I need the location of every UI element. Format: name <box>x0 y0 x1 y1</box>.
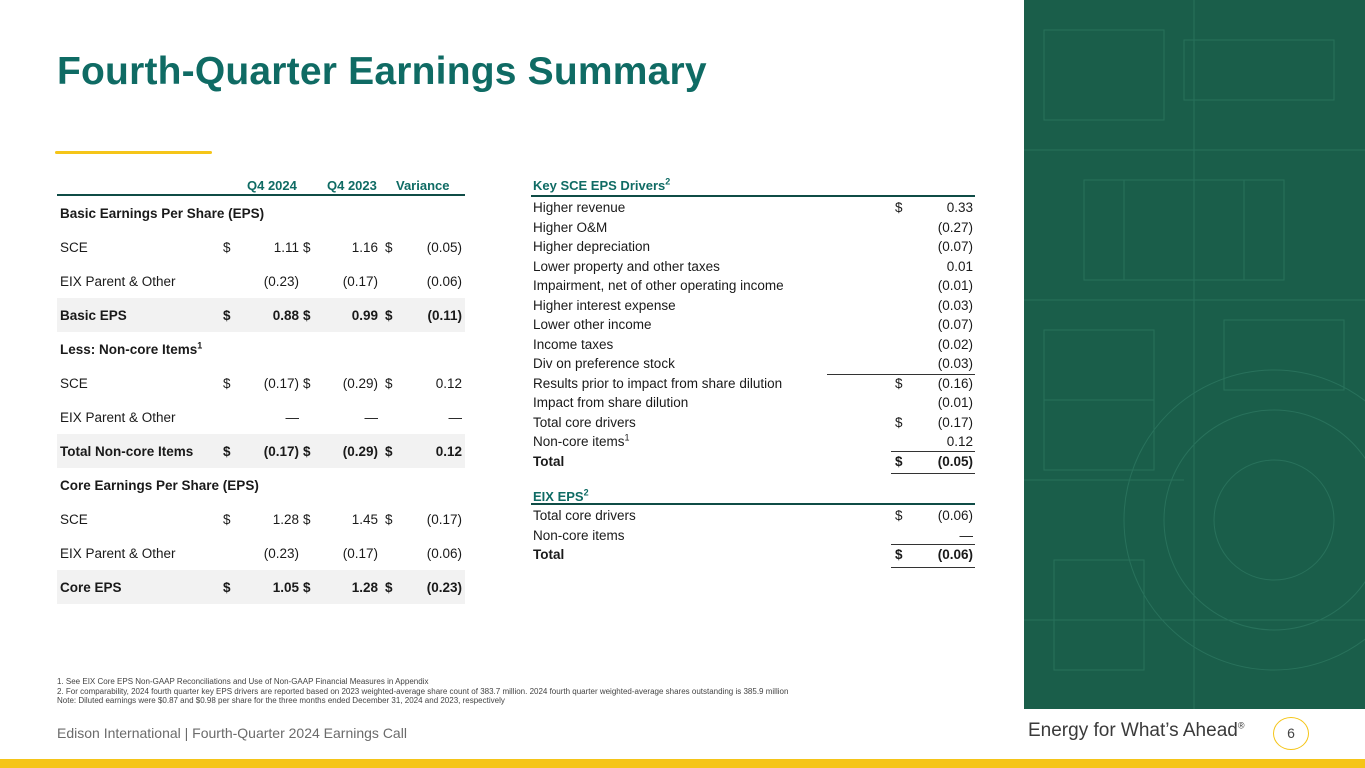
sce-driver-label-text: Impairment, net of other operating income <box>533 278 784 293</box>
page-title: Fourth-Quarter Earnings Summary <box>57 50 707 93</box>
dollar-sign: $ <box>223 512 231 527</box>
eps-row-label-text: SCE <box>60 376 88 391</box>
sce-driver-value: (0.16) <box>937 375 973 391</box>
eps-q4-2024-value: 1.28 <box>272 512 299 527</box>
dollar-sign: $ <box>385 376 393 391</box>
dollar-sign: $ <box>895 414 903 430</box>
eps-variance-value: (0.11) <box>427 308 462 323</box>
eps-summary-table <box>57 172 465 604</box>
dollar-sign: $ <box>223 444 231 459</box>
sce-driver-label-text: Impact from share dilution <box>533 395 689 410</box>
sce-driver-value: (0.07) <box>937 317 973 332</box>
eps-table-header <box>57 172 465 196</box>
sce-driver-value: (0.05) <box>937 453 973 469</box>
sce-driver-value: 0.12 <box>946 434 973 449</box>
eps-row <box>57 400 465 434</box>
eps-variance-value: (0.05) <box>426 240 462 255</box>
dollar-sign: $ <box>303 512 311 527</box>
eps-variance-value: (0.23) <box>426 580 462 595</box>
sce-eps-drivers-table <box>531 172 975 471</box>
page-number: 6 <box>1273 717 1309 750</box>
eps-row-label <box>60 274 176 289</box>
dollar-sign: $ <box>385 308 393 323</box>
sce-driver-label-text: Higher depreciation <box>533 239 651 254</box>
eps-row-label-text: SCE <box>60 512 88 527</box>
eps-row-label-text: EIX Parent & Other <box>60 274 176 289</box>
eps-row-label-text: Basic EPS <box>60 308 127 323</box>
sce-driver-value: 0.33 <box>946 200 973 215</box>
sce-driver-value: (0.03) <box>937 297 973 313</box>
sce-drivers-header <box>531 172 975 197</box>
eix-eps-row <box>531 506 975 526</box>
eps-q4-2024-value: (0.17) <box>263 376 299 391</box>
eps-row-label-text: EIX Parent & Other <box>60 410 176 425</box>
eps-row-label <box>60 444 193 459</box>
sce-driver-label-text: Non-core items <box>533 434 625 449</box>
eps-q4-2024-value: (0.23) <box>263 274 299 289</box>
sce-driver-row-label <box>533 434 630 449</box>
sce-driver-row-label <box>533 454 564 469</box>
eps-row <box>57 468 465 502</box>
sce-driver-row <box>531 432 975 452</box>
eps-row-label <box>60 308 127 323</box>
sce-driver-row-label <box>533 356 675 371</box>
sce-driver-row-label <box>533 239 650 254</box>
sce-drivers-title: Key SCE EPS Drivers$^2$ <box>533 176 671 193</box>
sce-driver-row <box>531 257 975 277</box>
eps-q4-2023-value: 1.16 <box>351 240 378 255</box>
sce-driver-label-text: Total <box>533 453 565 469</box>
footnote-marker: 1 <box>624 432 630 443</box>
eps-q4-2024-value: 1.05 <box>272 580 299 595</box>
eps-row <box>57 434 465 468</box>
eps-row-label-text: Less: Non-core Items <box>60 342 198 357</box>
eix-eps-row-label <box>533 508 636 523</box>
sce-driver-row <box>531 198 975 218</box>
dollar-sign: $ <box>895 508 903 523</box>
eps-row-label <box>60 240 88 255</box>
sce-driver-row <box>531 452 975 472</box>
eps-row <box>57 298 465 332</box>
dollar-sign: $ <box>385 512 393 527</box>
sce-driver-row-label <box>533 278 784 293</box>
dollar-sign: $ <box>223 240 231 255</box>
sce-driver-row-label <box>533 259 720 274</box>
sce-driver-value: (0.01) <box>937 278 973 293</box>
footnote-1: 1. See EIX Core EPS Non-GAAP Reconciliations and Use of Non-GAAP Financial Measures in Appendix <box>57 677 429 686</box>
eps-row-label <box>60 342 202 357</box>
eps-row-label <box>60 410 176 425</box>
eps-row-label <box>60 546 176 561</box>
eps-q4-2023-value: — <box>364 410 378 425</box>
decorative-blueprint-panel <box>1024 0 1365 709</box>
sce-driver-row <box>531 335 975 355</box>
eps-row-label-text: EIX Parent & Other <box>60 546 176 561</box>
dollar-sign: $ <box>895 547 903 562</box>
dollar-sign: $ <box>895 200 903 215</box>
eix-eps-row <box>531 545 975 565</box>
sce-driver-row <box>531 276 975 296</box>
dollar-sign: $ <box>303 308 311 323</box>
dollar-sign: $ <box>303 444 311 459</box>
header-q4-2023: Q4 2023 <box>327 178 377 193</box>
sce-driver-row-label <box>533 317 652 332</box>
sce-driver-row-label <box>533 220 607 235</box>
sce-driver-row-label <box>533 395 688 410</box>
sce-driver-row-label <box>533 376 782 391</box>
eps-variance-value: — <box>448 410 462 425</box>
eps-row <box>57 536 465 570</box>
footnote-marker: 1 <box>197 340 203 351</box>
eps-row-label-text: Core EPS <box>60 580 122 595</box>
eps-row <box>57 264 465 298</box>
eix-eps-label-text: Total core drivers <box>533 508 636 523</box>
eix-eps-row <box>531 526 975 546</box>
header-q4-2024: Q4 2024 <box>247 178 297 193</box>
dollar-sign: $ <box>895 375 903 391</box>
eix-eps-header <box>531 483 975 505</box>
dollar-sign: $ <box>385 580 393 595</box>
eps-row-label <box>60 512 88 527</box>
eix-eps-row-label <box>533 528 625 543</box>
eix-eps-label-text: Non-core items <box>533 527 625 543</box>
sce-driver-value: (0.07) <box>937 239 973 254</box>
dollar-sign: $ <box>385 444 393 459</box>
eps-row-label <box>60 206 264 221</box>
sce-driver-value: (0.01) <box>937 395 973 410</box>
eps-row <box>57 366 465 400</box>
sce-driver-row-label <box>533 415 636 430</box>
dollar-sign: $ <box>895 453 903 469</box>
footnote-2: 2. For comparability, 2024 fourth quarter key EPS drivers are reported based on 2023 weighted-average share count of 383.7 million. 2024 fourth quarter weighted-average shares outstanding is 385.9 million <box>57 686 789 696</box>
subtotal-rule <box>827 374 975 375</box>
eps-row-label <box>60 580 122 595</box>
footer-company-event: Edison International | Fourth-Quarter 2024 Earnings Call <box>57 725 407 741</box>
footnote-note: Note: Diluted earnings were $0.87 and $0.98 per share for the three months ended December 31, 2024 and 2023, respectively <box>57 696 505 705</box>
eps-q4-2023-value: (0.17) <box>342 274 378 289</box>
dollar-sign: $ <box>223 376 231 391</box>
sce-driver-row <box>531 393 975 413</box>
eps-q4-2024-value: 1.11 <box>273 240 299 255</box>
sce-driver-label-text: Higher interest expense <box>533 297 676 313</box>
eps-variance-value: (0.06) <box>426 546 462 561</box>
eps-row-label-text: Total Non-core Items <box>60 444 194 459</box>
eps-row-label-text: SCE <box>60 240 88 255</box>
sce-driver-row <box>531 218 975 238</box>
eps-row-label <box>60 478 259 493</box>
double-total-rule <box>891 567 975 568</box>
eps-row <box>57 196 465 230</box>
sce-driver-row <box>531 315 975 335</box>
eix-eps-value: (0.06) <box>937 508 973 523</box>
eps-row <box>57 502 465 536</box>
sce-driver-row-label <box>533 337 613 352</box>
eps-variance-value: 0.12 <box>435 376 462 391</box>
eps-q4-2023-value: (0.17) <box>342 546 378 561</box>
dollar-sign: $ <box>385 240 393 255</box>
eix-eps-title: EIX EPS$^2$ <box>533 487 589 504</box>
title-accent-line <box>55 151 212 154</box>
sce-driver-label-text: Results prior to impact from share dilution <box>533 375 783 391</box>
eps-q4-2023-value: 0.99 <box>351 308 378 323</box>
double-total-rule <box>891 473 975 474</box>
sce-driver-row-label <box>533 298 676 313</box>
eix-eps-label-text: Total <box>533 547 565 562</box>
dollar-sign: $ <box>303 240 311 255</box>
eps-variance-value: (0.06) <box>426 274 462 289</box>
sce-driver-row <box>531 413 975 433</box>
eps-row <box>57 570 465 604</box>
eix-eps-value: — <box>959 527 973 543</box>
eps-q4-2024-value: (0.23) <box>263 546 299 561</box>
eps-row-label-text: Core Earnings Per Share (EPS) <box>60 478 259 493</box>
sce-driver-value: (0.03) <box>937 356 973 371</box>
sce-driver-row <box>531 237 975 257</box>
eps-row <box>57 230 465 264</box>
sce-driver-row <box>531 296 975 316</box>
bottom-accent-bar <box>0 759 1365 768</box>
eps-q4-2024-value: 0.88 <box>272 308 299 323</box>
sce-driver-label-text: Div on preference stock <box>533 356 675 371</box>
eps-q4-2023-value: 1.45 <box>351 512 378 527</box>
footnotes <box>57 677 788 706</box>
eps-row <box>57 332 465 366</box>
sce-driver-label-text: Income taxes <box>533 336 614 352</box>
sce-driver-label-text: Higher O&M <box>533 219 608 235</box>
sce-driver-value: (0.17) <box>937 414 973 430</box>
sce-driver-label-text: Total core drivers <box>533 414 636 430</box>
sce-driver-label-text: Higher revenue <box>533 200 626 215</box>
blueprint-pattern <box>1024 0 1365 709</box>
footer-tagline: Energy for What’s Ahead® <box>1028 720 1245 741</box>
dollar-sign: $ <box>223 580 231 595</box>
sce-driver-value: (0.02) <box>937 336 973 352</box>
eps-variance-value: 0.12 <box>435 444 462 459</box>
dollar-sign: $ <box>303 580 311 595</box>
sce-driver-label-text: Lower property and other taxes <box>533 258 720 274</box>
eps-row-label-text: Basic Earnings Per Share (EPS) <box>60 206 265 221</box>
eix-eps-value: (0.06) <box>937 547 973 562</box>
dollar-sign: $ <box>223 308 231 323</box>
eps-q4-2024-value: — <box>285 410 299 425</box>
eps-variance-value: (0.17) <box>426 512 462 527</box>
sce-driver-label-text: Lower other income <box>533 317 652 332</box>
header-variance: Variance <box>396 178 450 193</box>
eix-eps-table <box>531 483 975 565</box>
eps-row-label <box>60 376 88 391</box>
sce-driver-value: 0.01 <box>946 258 973 274</box>
eps-q4-2023-value: (0.29) <box>342 376 378 391</box>
eix-eps-row-label <box>533 547 564 562</box>
eps-q4-2023-value: 1.28 <box>351 580 378 595</box>
eps-q4-2024-value: (0.17) <box>263 444 299 459</box>
sce-driver-row <box>531 354 975 374</box>
sce-driver-row <box>531 374 975 394</box>
eps-q4-2023-value: (0.29) <box>342 444 378 459</box>
sce-driver-value: (0.27) <box>937 219 973 235</box>
sce-driver-row-label <box>533 200 625 215</box>
dollar-sign: $ <box>303 376 311 391</box>
